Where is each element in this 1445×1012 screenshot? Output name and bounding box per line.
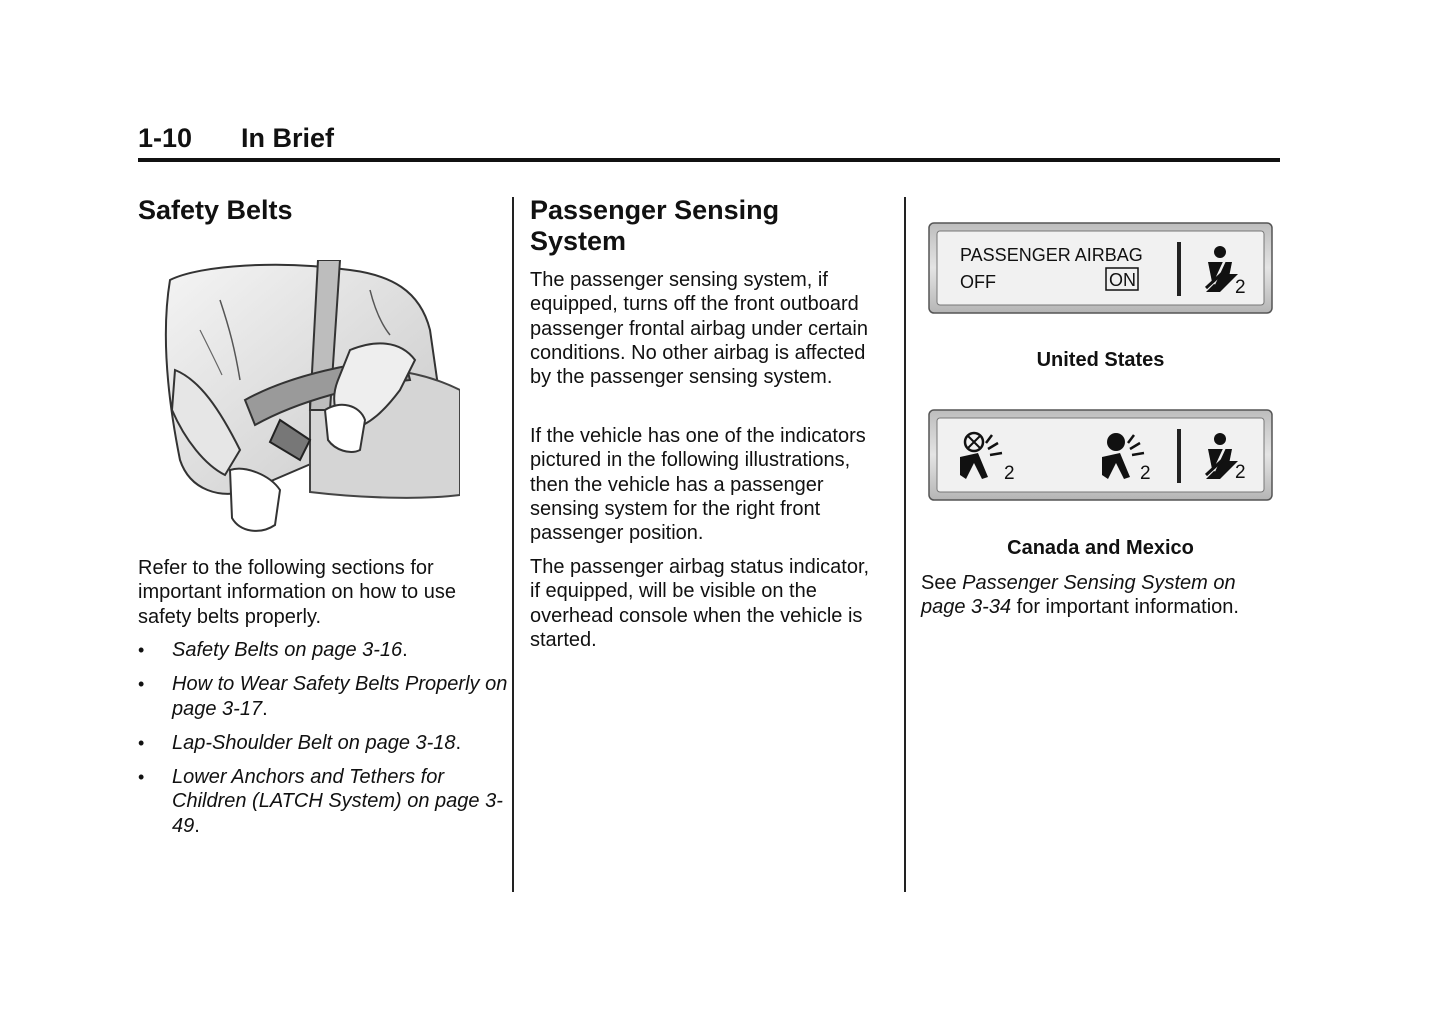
seat-position-number: 2 [1235,462,1246,483]
airbag-on-number: 2 [1140,463,1151,484]
page-header [138,120,1280,162]
safety-belts-intro: Refer to the following sections for important information on how to use safety belts properly. [138,557,456,628]
section-title: In Brief [241,123,335,153]
list-item[interactable] [138,672,508,721]
pss-paragraph-2: If the vehicle has one of the indicators pictured in the following illustrations, then the vehicle has a passenger sensing system for the right front passenger position. [530,425,866,545]
reference-suffix: for important information. [1011,596,1239,619]
panel-separator [1177,242,1181,296]
safety-belt-illustration [160,260,460,545]
safety-belts-heading: Safety Belts [138,195,293,225]
safety-belts-reference-list [138,638,508,848]
reference-link[interactable]: Lower Anchors and Tethers for Children (LATCH System) on page 3-49 [172,766,503,837]
panel-separator [1177,429,1181,483]
list-item-suffix: . [455,731,462,754]
pss-paragraph-1: The passenger sensing system, if equipped, turns off the front outboard passenger frontal airbag under certain conditions. No other airbag is affected by the passenger sensing system. [530,269,868,389]
column-divider-left [512,197,514,892]
reference-link[interactable]: Safety Belts on page 3-16 [172,639,403,661]
canada-mexico-caption: Canada and Mexico [1007,537,1194,559]
list-item[interactable] [138,731,508,755]
list-item[interactable] [138,765,508,838]
list-item-suffix: . [402,639,408,661]
pss-paragraph-3: The passenger airbag status indicator, if equipped, will be visible on the overhead console when the vehicle is started. [530,556,870,651]
airbag-on-label: ON [1109,270,1136,290]
reference-link[interactable]: How to Wear Safety Belts Properly on page 3-17 [172,673,508,720]
list-item[interactable] [138,638,508,662]
reference-link[interactable]: Lap-Shoulder Belt on page 3-18 [172,731,456,754]
airbag-off-number: 2 [1004,463,1015,484]
list-item-suffix: . [262,697,268,720]
us-airbag-indicator-panel [928,222,1273,314]
airbag-off-label: OFF [960,272,996,292]
pss-reference [921,571,1281,620]
page-number: 1-10 [138,123,193,153]
us-caption: United States [1036,349,1165,371]
list-item-suffix: . [194,814,200,837]
canada-airbag-indicator-panel [928,409,1273,501]
passenger-sensing-heading: Passenger Sensing System [530,195,780,256]
seat-position-number: 2 [1235,277,1246,298]
reference-link[interactable]: Passenger Sensing System on page 3-34 [921,572,1236,619]
column-divider-right [904,197,906,892]
reference-prefix: See [921,572,963,594]
passenger-airbag-label: PASSENGER AIRBAG [960,245,1143,265]
